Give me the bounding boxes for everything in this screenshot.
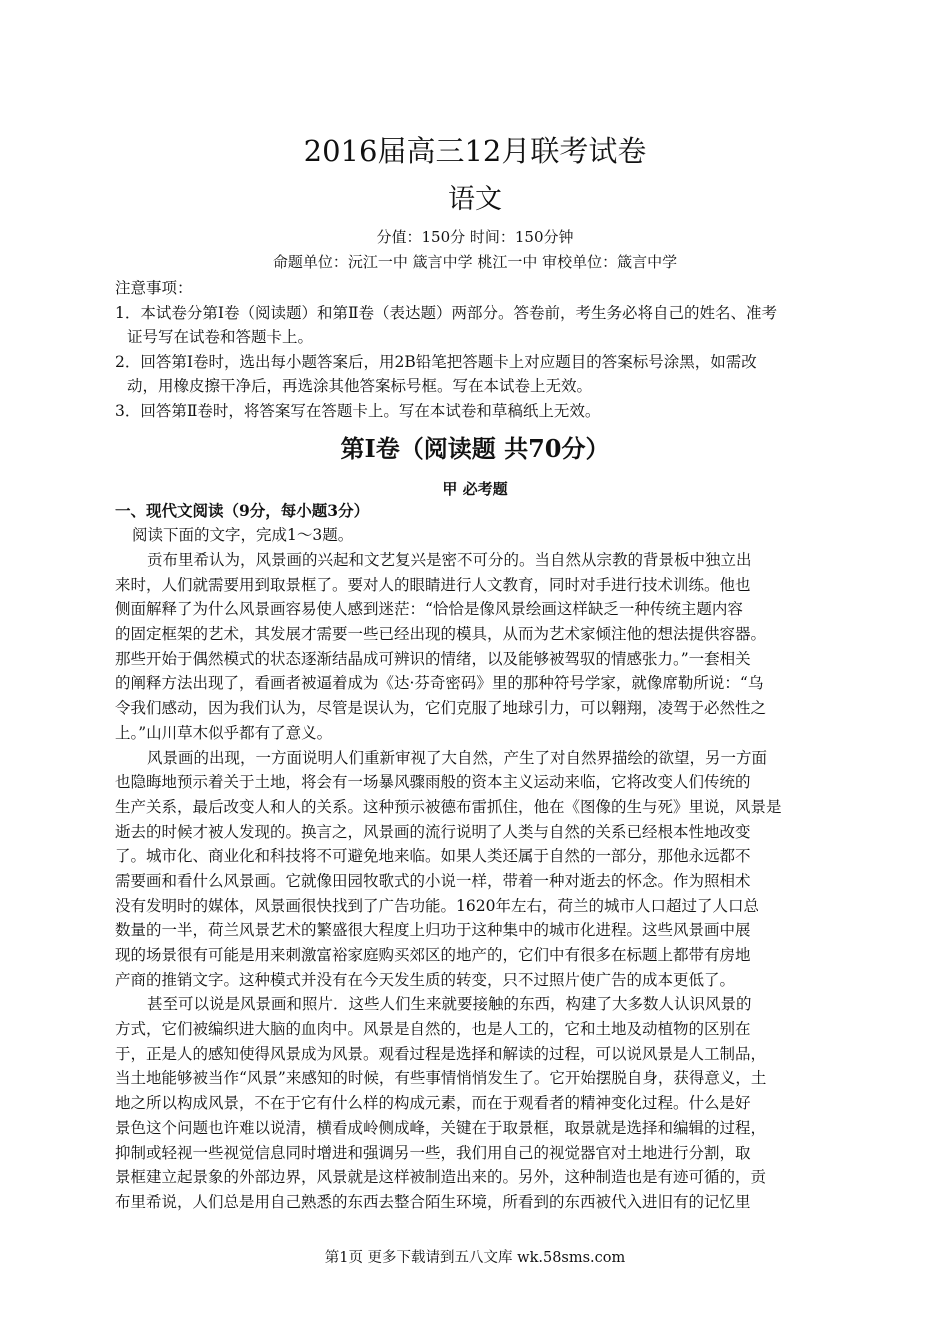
- passage-line: 地之所以构成风景，不在于它有什么样的构成元素，而在于观看者的精神变化过程。什么是好: [115, 1094, 751, 1113]
- passage-line: 景色这个问题也许难以说清，横看成岭侧成峰，关键在于取景框，取景就是选择和编辑的过程，: [115, 1118, 767, 1137]
- note-line: 1．本试卷分第Ⅰ卷（阅读题）和第Ⅱ卷（表达题）两部分。答卷前，考生务必将自己的姓名、准考: [115, 303, 778, 322]
- passage-line: 风景画的出现，一方面说明人们重新审视了大自然，产生了对自然界描绘的欲望，另一方面: [147, 748, 768, 767]
- notes-heading: 注意事项：: [115, 279, 193, 297]
- passage-line: 抑制或轻视一些视觉信息同时增进和强调另一些，我们用自己的视觉器官对土地进行分割，取: [115, 1143, 751, 1162]
- section-title: 第Ⅰ卷（阅读题 共70分）: [340, 434, 610, 463]
- passage-line: 的固定框架的艺术，其发展才需要一些已经出现的模具，从而为艺术家倾注他的想法提供容器。: [115, 625, 767, 644]
- passage-line: 逝去的时候才被人发现的。换言之，风景画的流行说明了人类与自然的关系已经根本性地改变: [115, 822, 751, 841]
- note-line: 2．回答第Ⅰ卷时，选出每小题答案后，用2B铅笔把答题卡上对应题目的答案标号涂黑，如需改: [115, 352, 757, 371]
- passage-line: 也隐晦地预示着关于土地，将会有一场暴风骤雨般的资本主义运动来临，它将改变人们传统的: [115, 773, 751, 792]
- question-instruction: 阅读下面的文字，完成1～3题。: [132, 526, 354, 544]
- note-item: [115, 301, 845, 350]
- exam-title: 2016届高三12月联考试卷: [303, 134, 647, 168]
- passage-line: 没有发明时的媒体，风景画很快找到了广告功能。1620年左右，荷兰的城市人口超过了人口总: [115, 896, 759, 915]
- note-item: [115, 350, 845, 399]
- passage-line: 甚至可以说是风景画和照片．这些人们生来就要接触的东西，构建了大多数人认识风景的: [147, 995, 752, 1014]
- page-footer: 第1页 更多下载请到五八文库 wk.58sms.com: [324, 1250, 626, 1266]
- passage-line: 那些开始于偶然模式的状态逐渐结晶成可辨识的情绪，以及能够被驾驭的情感张力。”一套相关: [115, 649, 751, 668]
- reading-passage: [115, 548, 845, 1215]
- section-subtitle: 甲 必考题: [442, 480, 508, 498]
- passage-line: 需要画和看什么风景画。它就像田园牧歌式的小说一样，带着一种对逝去的怀念。作为照相术: [115, 871, 751, 890]
- note-line: 3．回答第Ⅱ卷时，将答案写在答题卡上。写在本试卷和草稿纸上无效。: [115, 401, 601, 420]
- passage-line: 来时，人们就需要用到取景框了。要对人的眼睛进行人文教育，同时对手进行技术训练。他也: [115, 575, 751, 594]
- note-line-continued: 动，用橡皮擦干净后，再选涂其他答案标号框。写在本试卷上无效。: [127, 377, 593, 395]
- question-heading: 一、现代文阅读（9分，每小题3分）: [115, 501, 370, 520]
- score-time-info: 分值：150分 时间：150分钟: [376, 228, 574, 246]
- passage-line: 景框建立起景象的外部边界，风景就是这样被制造出来的。另外，这种制造也是有迹可循的，贡: [115, 1168, 767, 1187]
- passage-line: 令我们感动，因为我们认为，尽管是误认为，它们克服了地球引力，可以翱翔，凌驾于必然性之: [115, 699, 767, 718]
- exam-units-info: 命题单位：沅江一中 箴言中学 桃江一中 审校单位：箴言中学: [272, 253, 678, 271]
- passage-line: 方式，它们被编织进大脑的血肉中。风景是自然的，也是人工的，它和土地及动植物的区别在: [115, 1020, 751, 1039]
- notes-block: [115, 276, 845, 423]
- subject-title: 语文: [448, 184, 502, 215]
- note-line-continued: 证号写在试卷和答题卡上。: [127, 328, 314, 346]
- passage-line: 上。”山川草木似乎都有了意义。: [115, 723, 333, 742]
- passage-line: 于，正是人的感知使得风景成为风景。观看过程是选择和解读的过程，可以说风景是人工制品，: [115, 1044, 767, 1063]
- passage-line: 的阐释方法出现了，看画者被逼着成为《达·芬奇密码》里的那种符号学家，就像席勒所说：“乌: [115, 674, 764, 693]
- passage-line: 了。城市化、商业化和科技将不可避免地来临。如果人类还属于自然的一部分，那他永远都不: [115, 847, 751, 866]
- passage-line: 生产关系，最后改变人和人的关系。这种预示被德布雷抓住，他在《图像的生与死》里说，风景是: [115, 797, 782, 816]
- note-item: [115, 399, 845, 424]
- passage-line: 现的场景很有可能是用来刺激富裕家庭购买郊区的地产的，它们中有很多在标题上都带有房地: [115, 946, 751, 964]
- passage-line: 布里希说，人们总是用自己熟悉的东西去整合陌生环境，所看到的东西被代入进旧有的记忆里: [115, 1192, 751, 1211]
- passage-line: 侧面解释了为什么风景画容易使人感到迷茫：“恰恰是像风景绘画这样缺乏一种传统主题内容: [115, 600, 743, 619]
- passage-line: 贡布里希认为，风景画的兴起和文艺复兴是密不可分的。当自然从宗教的背景板中独立出: [147, 551, 752, 569]
- passage-line: 当土地能够被当作“风景”来感知的时候，有些事情悄悄发生了。它开始摆脱自身，获得意义，土: [115, 1069, 767, 1088]
- passage-line: 数量的一半，荷兰风景艺术的繁盛很大程度上归功于这种集中的城市化进程。这些风景画中展: [115, 921, 751, 940]
- passage-line: 产商的推销文字。这种模式并没有在今天发生质的转变，只不过照片使广告的成本更低了。: [115, 970, 736, 989]
